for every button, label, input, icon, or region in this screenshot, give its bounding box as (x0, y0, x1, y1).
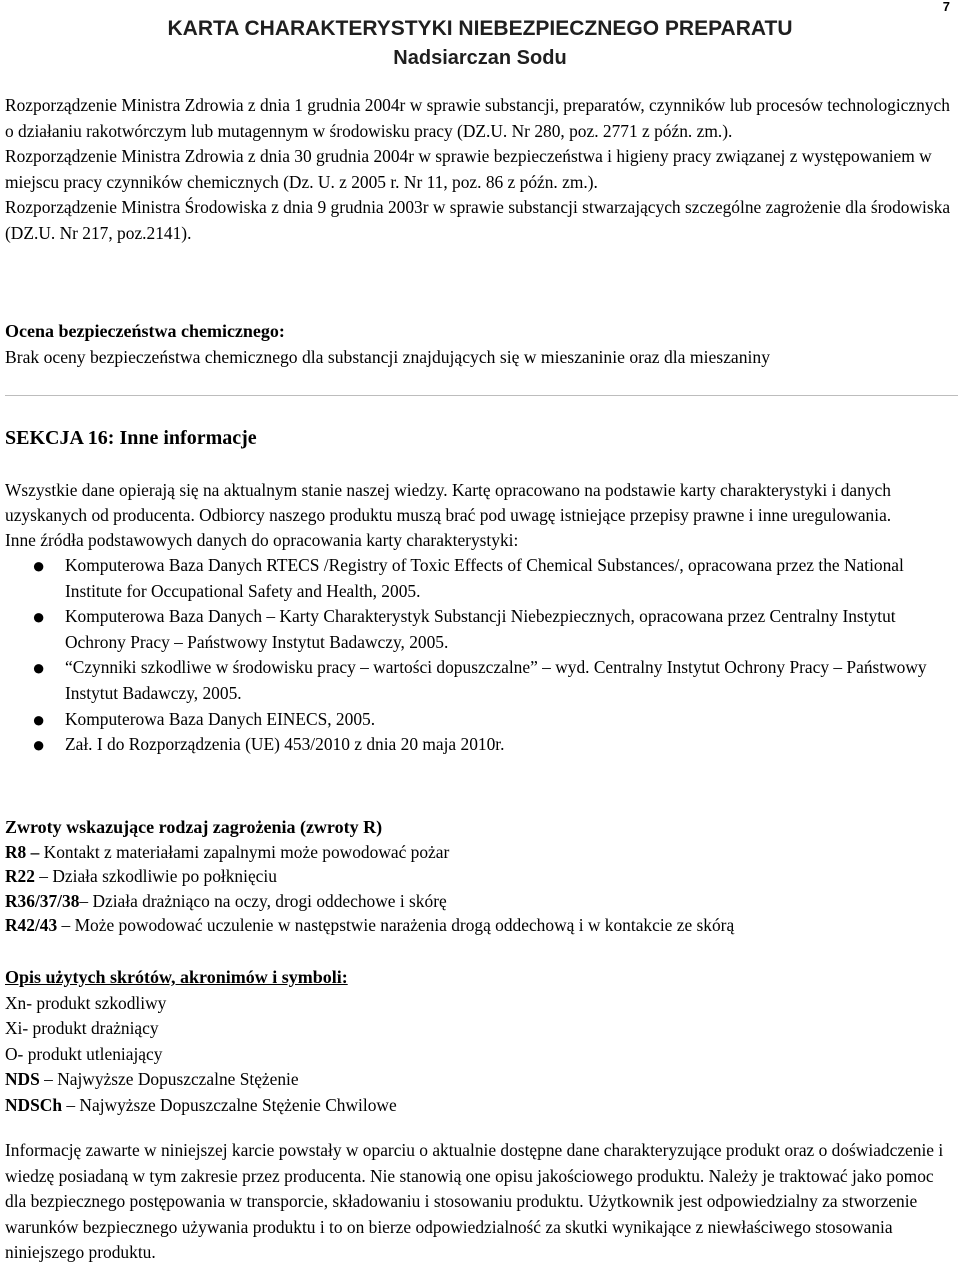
abbreviation-line (5, 1067, 953, 1093)
risk-phrase-line (5, 913, 953, 938)
risk-phrase-line (5, 864, 953, 889)
source-text: Komputerowa Baza Danych RTECS /Registry of Toxic Effects of Chemical Substances/, opracowana przez the National Institute for Occupational Safety and Health, 2005. (65, 555, 904, 601)
list-item (5, 553, 953, 604)
risk-phrase-line (5, 840, 953, 865)
bullet-icon: ● (32, 655, 46, 681)
sources-list (5, 553, 953, 758)
source-text: “Czynniki szkodliwe w środowisku pracy – wartości dopuszczalne” – wyd. Centralny Instytut Ochrony Pracy – Państwowy Instytut Badawczy, 2005. (65, 657, 927, 703)
risk-phrases-block (5, 815, 953, 938)
abbreviation-line (5, 991, 953, 1017)
risk-phrase-line (5, 889, 953, 914)
risk-phrases-heading: Zwroty wskazujące rodzaj zagrożenia (zwroty R) (5, 817, 383, 837)
regulation-paragraph: Rozporządzenie Ministra Zdrowia z dnia 1 grudnia 2004r w sprawie substancji, preparatów, czynników lub procesów technologicznych o działaniu rakotwórczym lub mutagennym w środowisku pracy (DZ.U. Nr 280, poz. 2771 z późn. zm.). (5, 95, 950, 141)
risk-phrase-code: R42/43 (5, 915, 58, 935)
document-title: KARTA CHARAKTERYSTYKI NIEBEZPIECZNEGO PREPARATU (167, 17, 793, 40)
abbreviation-text: O- produkt utleniający (5, 1043, 163, 1064)
abbreviation-code: NDS (5, 1069, 40, 1089)
risk-phrase-text: – Może powodować uczulenie w następstwie narażenia drogą oddechową i w kontakcie ze skórą (57, 915, 735, 935)
abbreviation-text: – Najwyższe Dopuszczalne Stężenie Chwilowe (62, 1094, 397, 1115)
regulations-block (5, 93, 953, 246)
abbreviations-block (5, 965, 953, 1118)
abbreviation-line (5, 1093, 953, 1119)
disclaimer-block (5, 1138, 953, 1266)
chemical-safety-heading: Ocena bezpieczeństwa chemicznego: (5, 321, 285, 341)
page-number: 7 (942, 0, 950, 14)
list-item (5, 732, 953, 758)
risk-phrase-text: – Działa szkodliwie po połknięciu (34, 866, 277, 886)
section-16-heading: SEKCJA 16: Inne informacje (5, 427, 257, 449)
abbreviation-text: Xi- produkt drażniący (5, 1018, 159, 1038)
source-text: Zał. I do Rozporządzenia (UE) 453/2010 z dnia 20 maja 2010r. (65, 734, 505, 755)
abbreviations-heading: Opis użytych skrótów, akronimów i symboli: (5, 967, 348, 987)
bullet-icon: ● (32, 553, 46, 578)
regulation-paragraph: Rozporządzenie Ministra Zdrowia z dnia 30 grudnia 2004r w sprawie bezpieczeństwa i higieny pracy związanej z występowaniem w miejscu pracy czynników chemicznych (Dz. U. z 2005 r. Nr 11, poz. 86 z późn. zm.). (5, 146, 932, 192)
disclaimer-text: Informację zawarte w niniejszej karcie powstały w oparciu o aktualnie dostępne dane charakteryzujące produkt oraz o doświadczenie i wiedzę posiadaną w tym zakresie przez producenta. Nie stanowią one opisu jakościowego produktu. Należy je traktować jako pomoc dla bezpiecznego postępowania w transporcie, składowaniu i stosowaniu produktu. Użytkownik jest odpowiedzialny za stworzenie warunków bezpiecznego używania produktu i to on bierze odpowiedzialność za skutki wynikające z niewłaściwego stosowania niniejszego produktu. (5, 1140, 944, 1262)
bullet-icon: ● (32, 604, 46, 630)
bullet-icon: ● (32, 706, 46, 732)
source-text: Komputerowa Baza Danych – Karty Charakterystyk Substancji Niebezpiecznych, opracowana przez Centralny Instytut Ochrony Pracy – Państwowy Instytut Badawczy, 2005. (65, 606, 896, 652)
risk-phrase-code: R36/37/38 (5, 890, 80, 911)
product-name: Nadsiarczan Sodu (393, 47, 567, 69)
sources-heading: Inne źródła podstawowych danych do opracowania karty charakterystyki: (5, 530, 519, 550)
other-info-block (5, 478, 953, 758)
list-item (5, 707, 953, 733)
chemical-safety-block (5, 318, 953, 370)
abbreviation-line (5, 1016, 953, 1042)
section-divider (5, 395, 958, 396)
risk-phrase-code: R22 (5, 866, 35, 886)
abbreviation-text: Xn- produkt szkodliwy (5, 992, 167, 1013)
risk-phrase-text: Kontakt z materiałami zapalnymi może powodować pożar (39, 841, 450, 862)
abbreviation-line (5, 1042, 953, 1068)
intro-paragraph: Wszystkie dane opierają się na aktualnym stanie naszej wiedzy. Kartę opracowano na podstawie karty charakterystyki i danych uzyskanych od producenta. Odbiorcy naszego produktu muszą brać pod uwagę istniejące przepisy prawne i inne uregulowania. (5, 480, 892, 525)
risk-phrase-text: – Działa drażniąco na oczy, drogi oddechowe i skórę (79, 890, 447, 911)
source-text: Komputerowa Baza Danych EINECS, 2005. (65, 708, 376, 729)
abbreviation-code: NDSCh (5, 1094, 63, 1115)
list-item (5, 604, 953, 655)
regulation-paragraph: Rozporządzenie Ministra Środowiska z dnia 9 grudnia 2003r w sprawie substancji stwarzających szczególne zagrożenie dla środowiska (DZ.U. Nr 217, poz.2141). (5, 197, 951, 243)
chemical-safety-text: Brak oceny bezpieczeństwa chemicznego dla substancji znajdujących się w mieszaninie oraz dla mieszaniny (5, 347, 771, 367)
bullet-icon: ● (32, 732, 46, 758)
list-item (5, 655, 953, 706)
risk-phrase-code: R8 – (5, 841, 40, 862)
abbreviation-text: – Najwyższe Dopuszczalne Stężenie (39, 1069, 299, 1089)
